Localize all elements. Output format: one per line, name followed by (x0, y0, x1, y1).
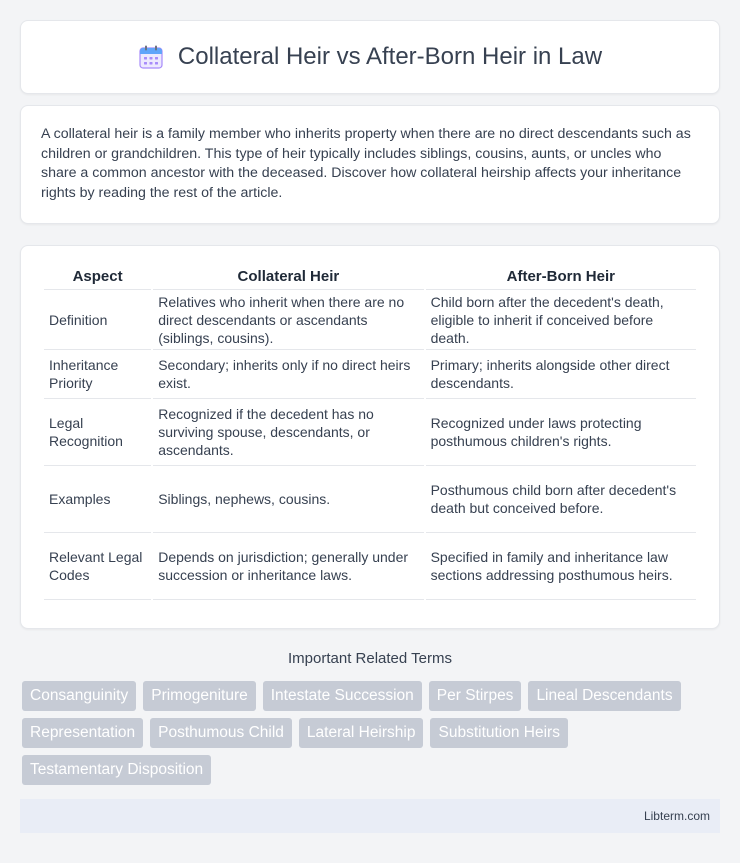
row-collateral: Siblings, nephews, cousins. (153, 466, 423, 533)
tag-primogeniture[interactable]: Primogeniture (143, 681, 256, 711)
table-header-row (44, 264, 696, 290)
table-row (44, 350, 696, 399)
intro-card (20, 105, 720, 224)
calendar-icon (138, 44, 164, 70)
header-collateral-heir: Collateral Heir (153, 264, 423, 290)
row-after-born: Recognized under laws protecting posthumous children's rights. (426, 399, 696, 466)
row-collateral: Secondary; inherits only if no direct heirs exist. (153, 350, 423, 399)
table-row (44, 533, 696, 600)
tag-intestate-succession[interactable]: Intestate Succession (263, 681, 422, 711)
row-collateral: Relatives who inherit when there are no direct descendants or ascendants (siblings, cousins). (153, 290, 423, 350)
table-row (44, 290, 696, 350)
table-row (44, 466, 696, 533)
header-aspect: Aspect (44, 264, 151, 290)
row-aspect: Relevant Legal Codes (44, 533, 151, 600)
tag-representation[interactable]: Representation (22, 718, 143, 748)
row-collateral: Depends on jurisdiction; generally under succession or inheritance laws. (153, 533, 423, 600)
comparison-table (42, 264, 698, 600)
tag-per-stirpes[interactable]: Per Stirpes (429, 681, 522, 711)
tag-lateral-heirship[interactable]: Lateral Heirship (299, 718, 424, 748)
tag-lineal-descendants[interactable]: Lineal Descendants (528, 681, 680, 711)
row-after-born: Child born after the decedent's death, eligible to inherit if conceived before death. (426, 290, 696, 350)
title-card (20, 20, 720, 94)
row-after-born: Primary; inherits alongside other direct descendants. (426, 350, 696, 399)
row-collateral: Recognized if the decedent has no surviving spouse, descendants, or ascendants. (153, 399, 423, 466)
row-aspect: Inheritance Priority (44, 350, 151, 399)
row-after-born: Posthumous child born after decedent's death but conceived before. (426, 466, 696, 533)
tag-testamentary-disposition[interactable]: Testamentary Disposition (22, 755, 211, 785)
related-terms-title: Important Related Terms (288, 650, 452, 667)
row-aspect: Definition (44, 290, 151, 350)
row-aspect: Legal Recognition (44, 399, 151, 466)
row-after-born: Specified in family and inheritance law sections addressing posthumous heirs. (426, 533, 696, 600)
tag-posthumous-child[interactable]: Posthumous Child (150, 718, 292, 748)
intro-text: A collateral heir is a family member who inherits property when there are no direct descendants such as children or grandchildren. This type of heir typically includes siblings, cousins, aunts, or uncles who share a common ancestor with the deceased. Discover how collateral heirship affects your inheritance rights by reading the rest of the article. (41, 126, 691, 201)
row-aspect: Examples (44, 466, 151, 533)
comparison-card (20, 245, 720, 629)
footer-site-link[interactable]: Libterm.com (643, 809, 710, 823)
footer (20, 799, 720, 833)
related-terms-list (22, 681, 722, 785)
tag-substitution-heirs[interactable]: Substitution Heirs (430, 718, 567, 748)
tag-consanguinity[interactable]: Consanguinity (22, 681, 136, 711)
table-row (44, 399, 696, 466)
header-after-born-heir: After-Born Heir (426, 264, 696, 290)
page-title: Collateral Heir vs After-Born Heir in Law (177, 43, 603, 70)
